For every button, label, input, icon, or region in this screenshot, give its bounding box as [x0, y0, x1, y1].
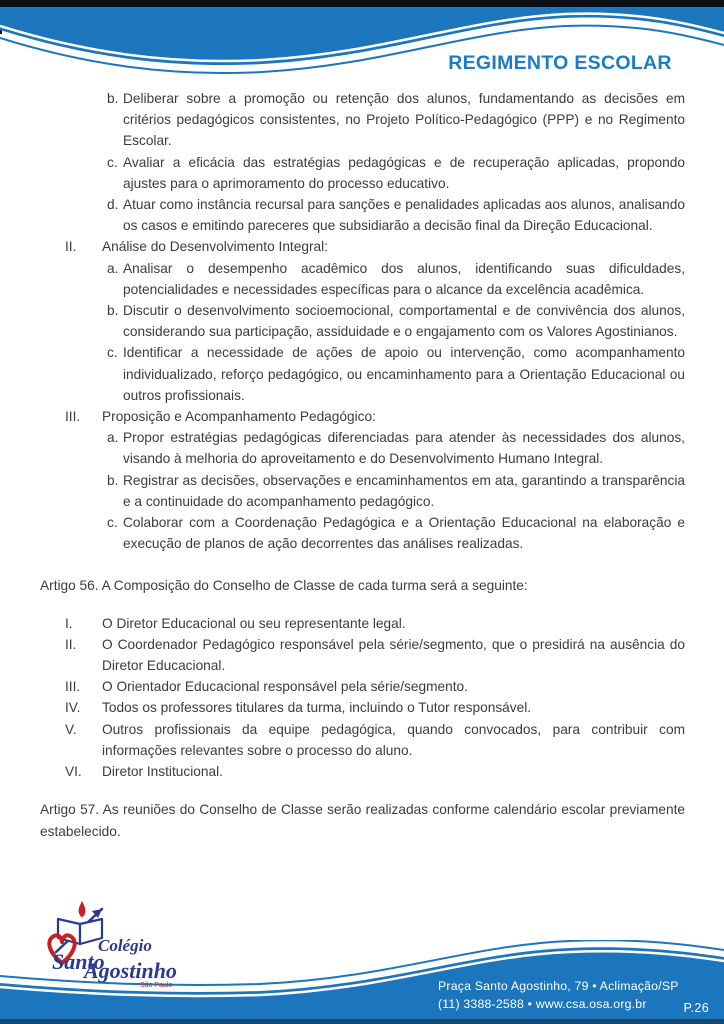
item-text: Avaliar a eficácia das estratégias pedagógicas e de recuperação aplicadas, propondo ajustes para o aprimoramento do processo educativo.: [123, 154, 685, 191]
item-marker: b.: [107, 91, 119, 106]
item-marker: a.: [107, 430, 119, 446]
section-title: Análise do Desenvolvimento Integral:: [102, 239, 328, 255]
item-marker: b.: [107, 303, 119, 319]
article-paragraph: Artigo 57. As reuniões do Conselho de Classe serão realizadas conforme calendário escolar previamente estabelecido.: [40, 802, 685, 839]
item-text: O Orientador Educacional responsável pela série/segmento.: [102, 679, 468, 695]
logo-word-santo: Santo: [52, 949, 105, 974]
section-title: Proposição e Acompanhamento Pedagógico:: [102, 409, 376, 425]
page-top-border: [0, 0, 724, 7]
item-text: Analisar o desempenho acadêmico dos alunos, identificando suas dificuldades, potencialidades e necessidades específicas para o alcance da excelência acadêmica.: [123, 260, 685, 297]
item-text: Discutir o desenvolvimento socioemocional, comportamental e de convivência dos alunos, considerando sua participação, assiduidade e o engajamento com os Valores Agostinianos.: [123, 303, 685, 340]
item-marker: c.: [107, 515, 118, 531]
item-marker: V.: [65, 721, 77, 737]
list-item: [40, 613, 685, 634]
logo-subtitle: São Paulo: [140, 982, 173, 989]
item-marker: III.: [65, 409, 81, 425]
section-heading: [40, 406, 685, 427]
item-marker: c.: [107, 154, 118, 170]
list-item: [40, 88, 685, 152]
list-item: [40, 719, 685, 761]
list-item: [40, 194, 685, 236]
logo-word-agostinho: Agostinho: [84, 958, 177, 983]
item-marker: c.: [107, 345, 118, 361]
item-text: Diretor Institucional.: [102, 764, 223, 780]
list-item: [40, 634, 685, 676]
header-wave: [0, 0, 724, 96]
item-text: Registrar as decisões, observações e encaminhamentos em ata, garantindo a transparência e a continuidade do acompanhamento pedagógico.: [123, 472, 685, 509]
item-marker: b.: [107, 472, 119, 488]
item-marker: a.: [107, 260, 119, 276]
logo-word-colegio: Colégio: [98, 936, 152, 955]
item-text: Colaborar com a Coordenação Pedagógica e a Orientação Educacional na elaboração e execução de planos de ação decorrentes das análises realizadas.: [123, 515, 685, 552]
list-item: [40, 258, 685, 300]
school-logo: [40, 900, 210, 992]
item-text: Todos os professores titulares da turma, incluindo o Tutor responsável.: [102, 700, 532, 716]
article-paragraph: Artigo 56. A Composição do Conselho de Classe de cada turma será a seguinte:: [40, 578, 528, 594]
item-text: O Diretor Educacional ou seu representante legal.: [102, 615, 406, 631]
page-number: P.26: [683, 1001, 709, 1015]
list-item: [40, 342, 685, 406]
document-content: [40, 88, 685, 842]
item-marker: d.: [107, 197, 119, 213]
list-item: [40, 152, 685, 194]
item-text: O Coordenador Pedagógico responsável pela série/segmento, que o presidirá na ausência do Diretor Educacional.: [102, 636, 685, 674]
footer-address: [438, 977, 679, 1013]
item-marker: II.: [65, 239, 77, 255]
member-list: [40, 613, 685, 783]
item-marker: VI.: [65, 764, 82, 780]
item-text: Atuar como instância recursal para sanções e penalidades aplicadas aos alunos, analisando os casos e emitindo pareceres que subsidiarão a decisão final da Direção Educacional.: [123, 197, 685, 234]
page-bottom-border: [0, 1019, 724, 1024]
item-text: Deliberar sobre a promoção ou retenção dos alunos, fundamentando as decisões em critérios pedagógicos consistentes, no Projeto Político-Pedagógico (PPP) e no Regimento Escolar.: [123, 91, 685, 149]
item-marker: IV.: [65, 700, 81, 716]
item-text: Outros profissionais da equipe pedagógica, quando convocados, para contribuir com informações relevantes sobre o processo do aluno.: [102, 721, 685, 758]
list-item: [40, 676, 685, 697]
item-text: Propor estratégias pedagógicas diferenciadas para atender às necessidades dos alunos, visando à melhoria do aproveitamento e do Desenvolvimento Humano Integral.: [123, 430, 685, 467]
footer-address-line2: (11) 3388-2588 • www.csa.osa.org.br: [438, 997, 647, 1011]
book-icon: [58, 919, 102, 944]
list-item: [40, 761, 685, 782]
list-item: [40, 300, 685, 342]
list-item: [40, 427, 685, 469]
list-item: [40, 697, 685, 718]
item-marker: II.: [65, 636, 77, 652]
document-header-title: REGIMENTO ESCOLAR: [448, 52, 672, 74]
list-item: [40, 470, 685, 512]
flame-icon: [79, 901, 86, 918]
list-item: [40, 512, 685, 554]
section-heading: [40, 236, 685, 257]
item-marker: I.: [65, 615, 73, 631]
item-marker: III.: [65, 679, 81, 695]
footer-address-line1: Praça Santo Agostinho, 79 • Aclimação/SP: [438, 979, 679, 993]
item-text: Identificar a necessidade de ações de apoio ou intervenção, como acompanhamento individualizado, reforço pedagógico, ou encaminhamento para a Orientação Educacional ou outros profissionais.: [123, 345, 685, 403]
